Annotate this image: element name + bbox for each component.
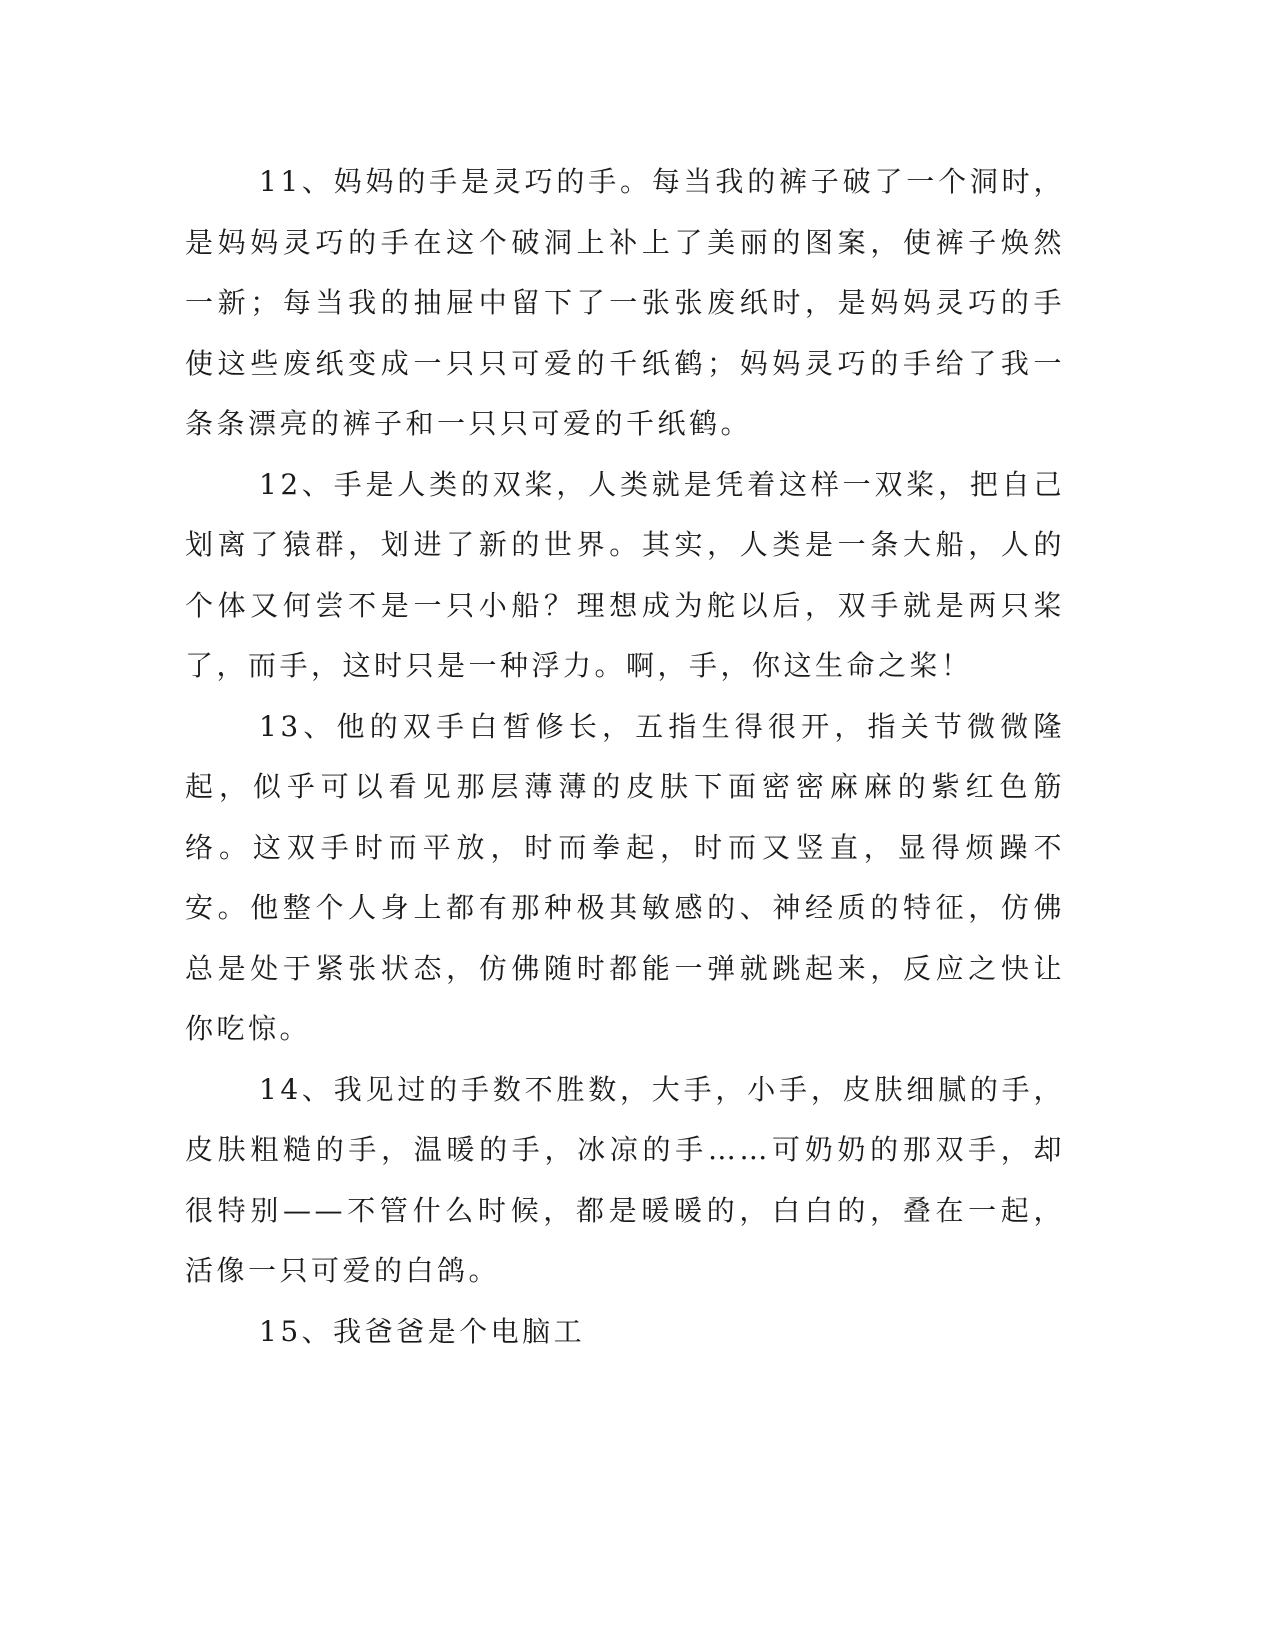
document-body [185,152,1065,1362]
paragraph-14: 14、我见过的手数不胜数，大手，小手，皮肤细腻的手，皮肤粗糙的手，温暖的手，冰凉的手……可奶奶的那双手，却很特别——不管什么时候，都是暖暖的，白白的，叠在一起，活像一只可爱的白鸽。 [185,1072,1065,1287]
paragraph-15: 15、我爸爸是个电脑工 [259,1314,586,1348]
paragraph-12: 12、手是人类的双桨，人类就是凭着这样一双桨，把自己划离了猿群，划进了新的世界。其实，人类是一条大船，人的个体又何尝不是一只小船？理想成为舵以后，双手就是两只桨了，而手，这时只是一种浮力。啊，手，你这生命之桨！ [185,467,1065,682]
paragraph-13: 13、他的双手白皙修长，五指生得很开，指关节微微隆起，似乎可以看见那层薄薄的皮肤下面密密麻麻的紫红色筋络。这双手时而平放，时而拳起，时而又竖直，显得烦躁不安。他整个人身上都有那种极其敏感的、神经质的特征，仿佛总是处于紧张状态，仿佛随时都能一弹就跳起来，反应之快让你吃惊。 [185,709,1065,1045]
paragraph-11: 11、妈妈的手是灵巧的手。每当我的裤子破了一个洞时，是妈妈灵巧的手在这个破洞上补上了美丽的图案，使裤子焕然一新；每当我的抽屉中留下了一张张废纸时，是妈妈灵巧的手使这些废纸变成一只只可爱的千纸鹤；妈妈灵巧的手给了我一条条漂亮的裤子和一只只可爱的千纸鹤。 [185,165,1065,440]
